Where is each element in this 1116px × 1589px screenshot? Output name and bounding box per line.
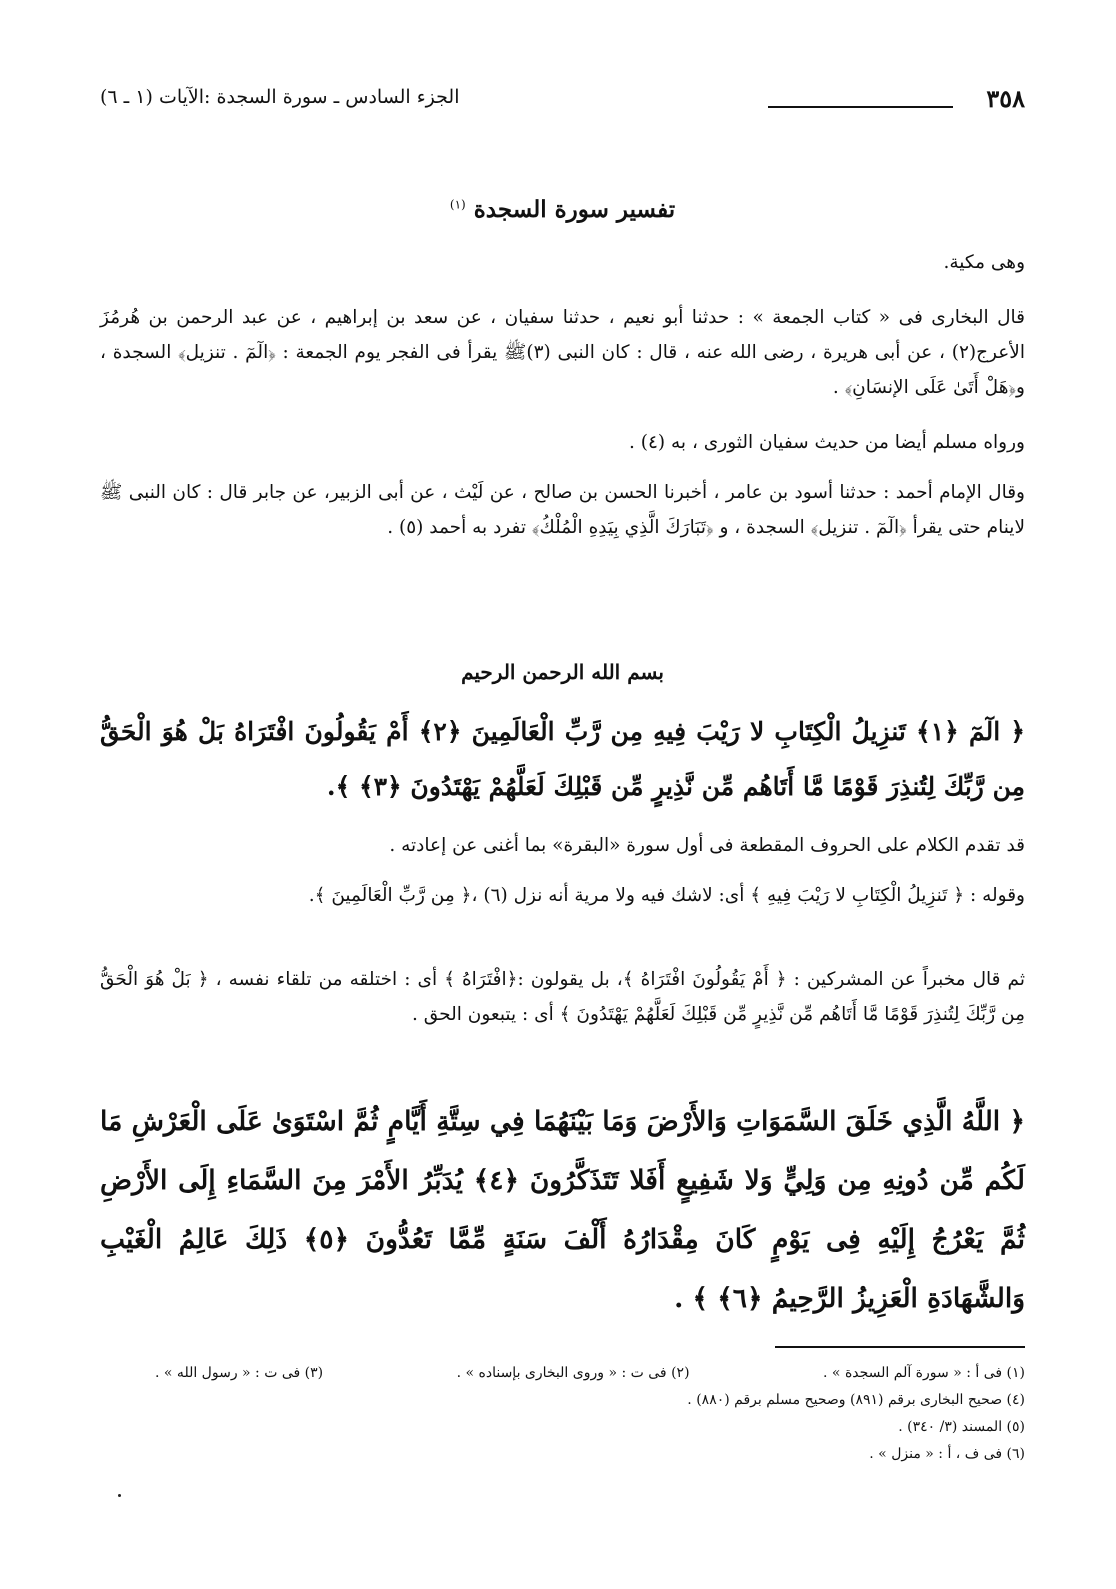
- running-head: الجزء السادس ـ سورة السجدة :الآيات (١ ـ ٦): [100, 86, 460, 108]
- basmala: بسم الله الرحمن الرحيم: [461, 660, 664, 684]
- footnote-rule: [775, 1346, 1025, 1348]
- footnote-1: (١) فى أ : « سورة آلم السجدة » .: [823, 1365, 1025, 1381]
- commentary-letters: قد تقدم الكلام على الحروف المقطعة فى أول سورة «البقرة» بما أغنى عن إعادته .: [389, 835, 1025, 856]
- surah-title: [100, 196, 1025, 223]
- commentary-verse-2: وقوله : ﴿ تَنزِيلُ الْكِتَابِ لا رَيْبَ فِيهِ ﴾ أى: لاشك فيه ولا مرية أنه نزل (٦) ،﴿ مِن رَّبِّ الْعَالَمِينَ ﴾.: [308, 885, 1025, 906]
- page-header: [100, 84, 1025, 124]
- footnote-2: (٢) فى ت : « وروى البخارى بإسناده » .: [456, 1365, 690, 1381]
- footnotes: [100, 1360, 1025, 1468]
- muslim-paragraph: ورواه مسلم أيضا من حديث سفيان الثورى ، به (٤) .: [628, 432, 1025, 453]
- book-page: [100, 0, 1025, 1589]
- page-number: ٣٥٨: [986, 84, 1025, 113]
- quran-verses-4-6: ﴿ اللَّهُ الَّذِي خَلَقَ السَّمَوَاتِ وَالأَرْضَ وَمَا بَيْنَهُمَا فِي سِتَّةِ أَيَّامٍ ثُمَّ اسْتَوَىٰ عَلَى الْعَرْشِ مَا لَكُم مِّن دُونِهِ مِن وَلِيٍّ وَلا شَفِيعٍ أَفَلا تَتَذَكَّرُونَ ﴿٤﴾ يُدَبِّرُ الأَمْرَ مِنَ السَّمَاءِ إِلَى الأَرْضِ ثُمَّ يَعْرُجُ إِلَيْهِ فِى يَوْمٍ كَانَ مِقْدَارُهُ أَلْفَ سَنَةٍ مِّمَّا تَعُدُّونَ ﴿٥﴾ ذَلِكَ عَالِمُ الْغَيْبِ وَالشَّهَادَةِ الْعَزِيزُ الرَّحِيمُ ﴿٦﴾ ﴾ .: [100, 1106, 1026, 1314]
- bukhari-paragraph: قال البخارى فى « كتاب الجمعة » : حدثنا أبو نعيم ، حدثنا سفيان ، عن سعد بن إبراهيم ، عن عبد الرحمن بن هُرمُزَ الأعرج(٢) ، عن أبى هريرة ، رضى الله عنه ، قال : كان النبى (٣)ﷺ يقرأ فى الفجر يوم الجمعة : ﴿الٓمٓ . تنزيل﴾ السجدة ، و﴿هَلْ أَتَىٰ عَلَى الإنسَانِ﴾ .: [100, 307, 1025, 398]
- surah-title-footnote-ref: (١): [449, 197, 466, 212]
- quran-verses-1-3: ﴿ الٓمٓ ﴿١﴾ تَنزِيلُ الْكِتَابِ لا رَيْبَ فِيهِ مِن رَّبِّ الْعَالَمِينَ ﴿٢﴾ أَمْ يَقُولُونَ افْتَرَاهُ بَلْ هُوَ الْحَقُّ مِن رَّبِّكَ لِتُنذِرَ قَوْمًا مَّا أَتَاهُم مِّن نَّذِيرٍ مِّن قَبْلِكَ لَعَلَّهُمْ يَهْتَدُونَ ﴿٣﴾ ﴾.: [100, 717, 1025, 801]
- footnote-row: [155, 1360, 1025, 1387]
- ahmad-paragraph: وقال الإمام أحمد : حدثنا أسود بن عامر ، أخبرنا الحسن بن صالح ، عن لَيْث ، عن أبى الزبير، عن جابر قال : كان النبى ﷺ لاينام حتى يقرأ ﴿الٓمٓ . تنزيل﴾ السجدة ، و ﴿تَبَارَكَ الَّذِي بِيَدِهِ الْمُلْكُ﴾ تفرد به أحمد (٥) .: [100, 482, 1025, 538]
- scan-speck: [118, 1494, 121, 1497]
- footnote-3: (٣) فى ت : « رسول الله » .: [155, 1365, 324, 1381]
- commentary-verse-3: ثم قال مخبراً عن المشركين : ﴿ أَمْ يَقُولُونَ افْتَرَاهُ ﴾، بل يقولون :﴿افْتَرَاهُ ﴾ أى : اختلقه من تلقاء نفسه ، ﴿ بَلْ هُوَ الْحَقُّ مِن رَّبِّكَ لِتُنذِرَ قَوْمًا مَّا أَتَاهُم مِّن نَّذِيرٍ مِّن قَبْلِكَ لَعَلَّهُمْ يَهْتَدُونَ ﴾ أى : يتبعون الحق .: [100, 969, 1025, 1025]
- footnote-4: (٤) صحيح البخارى برقم (٨٩١) وصحيح مسلم برقم (٨٨٠) .: [687, 1392, 1025, 1408]
- surah-title-text: تفسير سورة السجدة: [473, 196, 676, 223]
- header-rule: [768, 106, 953, 108]
- footnote-5: (٥) المسند (٣/ ٣٤٠) .: [898, 1419, 1025, 1435]
- intro-paragraph: وهى مكية.: [943, 252, 1025, 273]
- footnote-6: (٦) فى ف ، أ : « منزل » .: [869, 1446, 1025, 1462]
